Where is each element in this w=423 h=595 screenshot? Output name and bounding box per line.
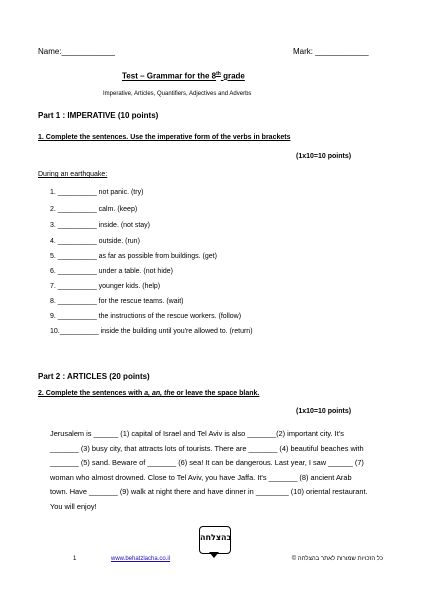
page-number: 1 <box>73 556 77 562</box>
part2-instruction-articles: a, an, the <box>144 390 175 397</box>
part2-heading: Part 2 : ARTICLES (20 points) <box>38 372 150 381</box>
page-title-sup: th <box>216 71 221 77</box>
part2-instruction-start: 2. Complete the sentences with <box>38 390 145 397</box>
part2-instruction-end: or leave the space blank. <box>174 390 260 397</box>
page-subtitle: Imperative, Articles, Quantifiers, Adjectives and Adverbs <box>103 91 252 97</box>
logo-speech-tail <box>209 552 219 558</box>
part2-points: (1x10=10 points) <box>296 408 352 415</box>
part1-item-4: 4. __________ outside. (run) <box>50 238 140 245</box>
part1-item-3: 3. __________ inside. (not stay) <box>50 222 151 229</box>
part2-instruction <box>38 390 259 397</box>
part1-item-9: 9. __________ the instructions of the rescue workers. (follow) <box>50 313 242 320</box>
part1-item-10: 10.__________ inside the building until you're allowed to. (return) <box>50 328 253 335</box>
part1-item-6: 6. __________ under a table. (not hide) <box>50 268 173 275</box>
page-title <box>122 71 245 81</box>
page-title-main: Test – Grammar for the 8 <box>122 71 217 81</box>
part2-paragraph: Jerusalem is ______ (1) capital of Israel and Tel Aviv is also _______(2) important city. It's _______ (3) busy city, that attracts lots of tourists. There are _______ (4) beautiful beaches with _______ (5) sand. Beware of _______ (6) sea! It can be dangerous. Last year, I saw ______ (7) woman who almost drowned. Close to Tel Aviv, you have Jaffa. It's _______ (8) ancient Arab town. Have _______ (9) walk at night there and have dinner in ________ (10) oriental restaurant. You will enjoy! <box>50 429 368 511</box>
page-title-end: grade <box>220 71 245 81</box>
mark-field-label: Mark: ____________ <box>293 47 369 56</box>
part1-item-5: 5. __________ as far as possible from buildings. (get) <box>50 253 217 260</box>
part1-points: (1x10=10 points) <box>296 153 352 160</box>
part1-item-2: 2. __________ calm. (keep) <box>50 206 138 213</box>
footer-website-link[interactable]: www.behatzlacha.co.il <box>111 556 171 562</box>
name-field-label: Name:____________ <box>38 47 115 56</box>
part1-context: During an earthquake: <box>38 171 108 178</box>
part1-item-1: 1. __________ not panic. (try) <box>50 189 144 196</box>
part1-item-8: 8. __________ for the rescue teams. (wait) <box>50 298 184 305</box>
logo-text: בהצלחה <box>200 533 232 542</box>
behatzlacha-logo <box>199 526 231 554</box>
part1-instruction: 1. Complete the sentences. Use the imperative form of the verbs in brackets <box>38 134 291 141</box>
footer-copyright: כל הזכויות שמורות לאתר בהצלחה © <box>291 556 383 562</box>
part1-item-7: 7. __________ younger kids. (help) <box>50 283 161 290</box>
part1-heading: Part 1 : IMPERATIVE (10 points) <box>38 111 159 120</box>
